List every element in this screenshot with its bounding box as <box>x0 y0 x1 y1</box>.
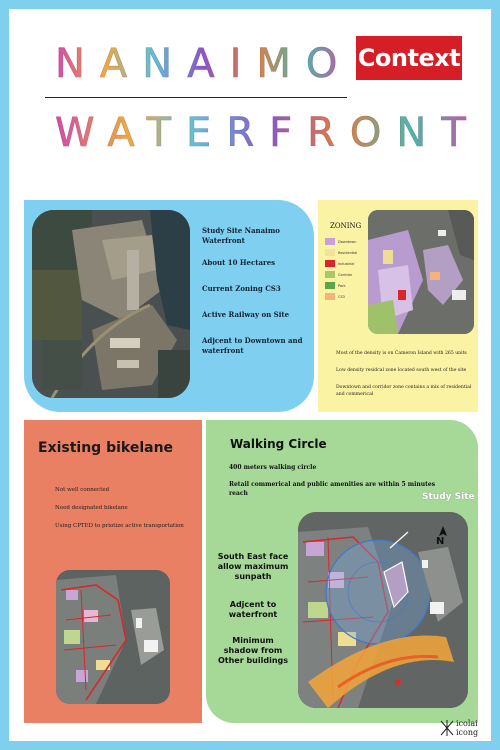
legend-row-residential <box>325 247 365 258</box>
walking-callout-waterfront: Adjcent to waterfront <box>228 600 278 619</box>
legend-swatch <box>325 271 335 278</box>
legend-label: Downtown <box>338 239 357 244</box>
signature-mark-icon <box>440 720 454 736</box>
site-aerial-image <box>32 210 190 398</box>
legend-label: CS3 <box>338 294 345 299</box>
legend-label: Park <box>338 283 346 288</box>
signature-line-1: icolai <box>456 719 478 728</box>
title-divider <box>45 97 347 98</box>
zoning-note-1: Most of the density is on Cameron Island with 265 units <box>336 351 467 356</box>
walking-note-1: 400 meters walking circle <box>229 464 317 471</box>
legend-row-industrial <box>325 258 365 269</box>
zoning-map-image <box>368 210 474 334</box>
site-fact-4: Active Railway on Site <box>202 310 290 319</box>
signature <box>456 719 478 737</box>
site-fact-5: Adjcent to Downtown and waterfront <box>202 336 303 355</box>
legend-swatch <box>325 293 335 300</box>
legend-row-corridor <box>325 269 365 280</box>
signature-line-2: icong <box>456 728 479 737</box>
title-line-1: NANAIMO <box>55 41 353 87</box>
zoning-heading: ZONING <box>330 222 362 230</box>
zoning-map <box>368 210 474 334</box>
legend-swatch <box>325 249 335 256</box>
walking-heading: Walking Circle <box>230 437 327 451</box>
bikelane-map <box>56 570 170 704</box>
bikelane-heading: Existing bikelane <box>38 440 174 456</box>
site-fact-3: Current Zoning CS3 <box>202 284 281 293</box>
north-arrow-label: N <box>436 536 445 547</box>
legend-label: Corridor <box>338 272 353 277</box>
title-line-2: WATERFRONT <box>55 110 481 156</box>
legend-row-cs3 <box>325 291 365 302</box>
bikelane-note-1: Not well connected <box>55 487 110 493</box>
walking-note-2: Retail commerical and public amenities are within 5 minutes reach <box>229 481 436 497</box>
context-badge: Context <box>356 36 462 80</box>
zoning-note-2: Low density residcal zone located south west of the site <box>336 368 467 373</box>
study-site-label: Study Site <box>422 492 475 502</box>
legend-swatch <box>325 238 335 245</box>
zoning-legend <box>325 236 365 306</box>
north-arrow-icon <box>438 526 448 538</box>
bikelane-map-image <box>56 570 170 704</box>
walking-callout-shadow: Minimum shadow from Other buildings <box>217 636 289 665</box>
site-fact-2: About 10 Hectares <box>202 258 276 267</box>
site-fact-1: Study Site Nanaimo Waterfront <box>202 226 280 245</box>
legend-swatch <box>325 282 335 289</box>
walking-callout-sunpath: South East face allow maximum sunpath <box>217 552 289 581</box>
legend-label: Residential <box>338 250 358 255</box>
legend-row-park <box>325 280 365 291</box>
zoning-note-3: Downtown and corridor zone contains a mix of residential and commerical <box>336 385 472 397</box>
legend-swatch <box>325 260 335 267</box>
legend-label: Industrial <box>338 261 355 266</box>
legend-row-downtown <box>325 236 365 247</box>
site-aerial-photo <box>32 210 190 398</box>
bikelane-note-2: Need designated bikelane <box>55 505 128 511</box>
bikelane-note-3: Using CPTED to priotize active transportation <box>55 523 184 529</box>
